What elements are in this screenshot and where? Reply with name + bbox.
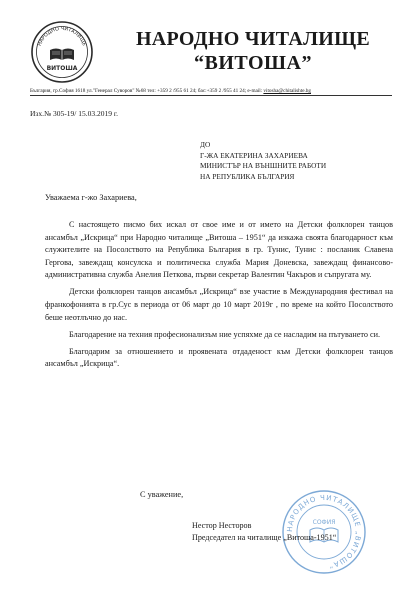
letter-body [45,219,393,376]
reference-number: Изх.№ 305-19/ 15.03.2019 г. [30,109,118,118]
recipient-line: НА РЕПУБЛИКА БЪЛГАРИЯ [200,171,295,181]
stamp-text: НАРОДНО ЧИТАЛИЩЕ „ВИТОША“ [285,493,363,570]
logo-text-top: НАРОДНО ЧИТАЛИЩЕ [36,25,88,47]
organization-subname: “ВИТОША” [194,52,312,74]
stamp-city: СОФИЯ [312,519,336,526]
body-paragraph: С настоящето писмо бих искал от свое име и от името на Детски фолклорен танцов ансамбъл „Искрица“ при Народно читалище „Витоша – 1951“ да изкажа своята благодарност към служителите на Посолството на Република България в гр. Тунис, Тунис : посланик Славена Гергова, завеждащ консулска и политическа служба Мария Доневска, завеждащ финансово-административна служба Анелия Петкова, първи секретар Валентин Чакъров и съпругата му. [45,220,393,280]
salutation: Уважаема г-жо Захариева, [45,193,137,202]
body-paragraph: Детски фолклорен танцов ансамбъл „Искрица“ взе участие в Международния фестивал на франкофонията в гр.Сус в периода от 06 март до 10 март 2019г , по време на който Посолството беше неотлъчно до нас. [45,287,393,322]
body-paragraph: Благодарение на техния професионализъм ние успяхме да се насладим на пътуването си. [69,329,381,339]
signatory-name: Нестор Несторов [192,521,252,530]
logo-text-bottom: ВИТОША [46,65,78,72]
signatory-title: Председател на читалище „Витоша-1951“ [192,532,337,542]
signature-block [192,520,336,544]
recipient-block [200,140,326,182]
body-paragraph: Благодарим за отношението и проявената отдаденост към Детски фолклорен танцов ансамбъл „Искрица“. [45,346,393,369]
header-divider [30,95,392,96]
library-logo-icon [30,20,94,84]
svg-text:НАРОДНО ЧИТАЛИЩЕ [37,26,87,47]
recipient-line: Г-ЖА ЕКАТЕРИНА ЗАХАРИЕВА [200,150,308,160]
contact-line [30,88,400,94]
closing: С уважение, [140,490,184,499]
contact-address: България, гр.София 1618 ул."Генерал Суворов" №68 тел: +359 2 /955 61 24; бас:+359 2 /955 41 24; e-mail: [30,88,263,94]
recipient-line: МИНИСТЪР НА ВЪНШНИТЕ РАБОТИ [200,161,327,170]
book-icon [50,49,74,61]
email-link[interactable]: vitosha@chitalishte.bg [263,88,311,94]
organization-name: НАРОДНО ЧИТАЛИЩЕ [135,28,371,50]
recipient-line: ДО [200,140,211,149]
